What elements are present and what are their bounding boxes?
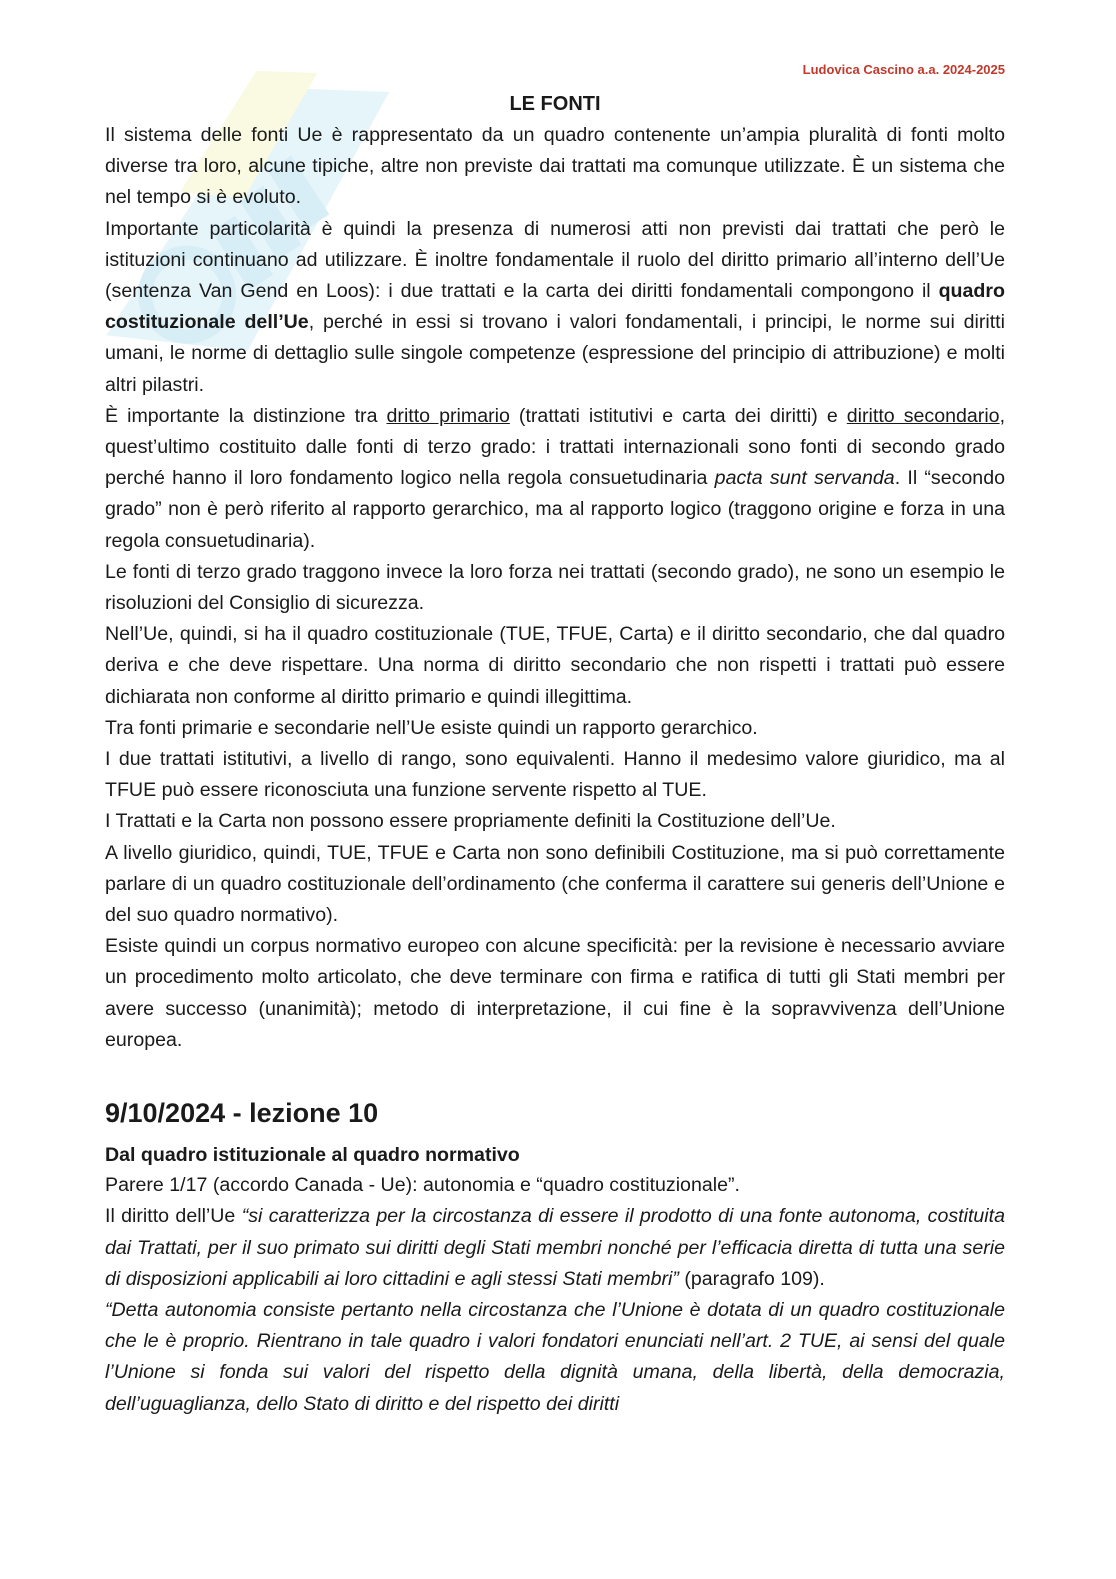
paragraph: Le fonti di terzo grado traggono invece la loro forza nei trattati (secondo grado), ne sono un esempio le risoluzioni del Consiglio di sicurezza. [105,560,1005,615]
paragraph: È importante la distinzione tra dritto primario (trattati istitutivi e carta dei diritti) e diritto secondario, quest’ultimo costituito dalle fonti di terzo grado: i trattati internazionali sono fonti di secondo grado perché hanno il loro fondamento logico nella regola consuetudinaria pacta sunt servanda. Il “secondo grado” non è però riferito al rapporto gerarchico, ma al rapporto logico (traggono origine e forza in una regola consuetudinaria). [105,404,1006,552]
subheading: Dal quadro istituzionale al quadro normativo [105,1144,520,1167]
paragraph: Tra fonti primarie e secondarie nell’Ue esiste quindi un rapporto gerarchico. [105,716,758,739]
paragraph [105,1295,1005,1420]
underlined-term: diritto secondario [846,404,1000,427]
author-header: Ludovica Cascino a.a. 2024-2025 [802,62,1005,77]
paragraph: Il diritto dell’Ue “si caratterizza per la circostanza di essere il prodotto di una fonte autonoma, costituita dai Trattati, per il suo primato sui diritti degli Stati membri nonché per l’efficacia diretta di tutta una serie di disposizioni applicabili ai loro cittadini e agli stessi Stati membri” (paragrafo 109). [105,1205,1005,1290]
paragraph: Esiste quindi un corpus normativo europeo con alcune specificità: per la revisione è necessario avviare un procedimento molto articolato, che deve terminare con firma e ratifica di tutti gli Stati membri per avere successo (unanimità); metodo di interpretazione, il cui fine è la sopravvivenza dell’Unione europea. [105,935,1005,1051]
paragraph: A livello giuridico, quindi, TUE, TFUE e Carta non sono definibili Costituzione, ma si può correttamente parlare di un quadro costituzionale dell’ordinamento (che conferma il carattere sui generis dell’Unione e del suo quadro normativo). [105,841,1005,927]
italic-quote: “si caratterizza per la circostanza di essere il prodotto di una fonte autonoma, costituita dai Trattati, per il suo primato sui diritti degli Stati membri nonché per l’efficacia diretta di tutta una serie di disposizioni applicabili ai loro cittadini e agli stessi Stati membri” [105,1205,1005,1290]
underlined-term: dritto primario [386,404,510,427]
paragraph: I due trattati istitutivi, a livello di rango, sono equivalenti. Hanno il medesimo valore giuridico, ma al TFUE può essere riconosciuta una funzione servente rispetto al TUE. [105,748,1005,802]
paragraph: I Trattati e la Carta non possono essere propriamente definiti la Costituzione dell’Ue. [105,810,836,833]
italic-quote: “Detta autonomia consiste pertanto nella circostanza che l’Unione è dotata di un quadro costituzionale che le è proprio. Rientrano in tale quadro i valori fondatori enunciati nell’art. 2 TUE, ai sensi del quale l’Unione si fonda sui valori del rispetto della dignità umana, della libertà, della democrazia, dell’uguaglianza, dello Stato di diritto e del rispetto dei diritti [105,1298,1005,1415]
bold-term: quadro costituzionale dell’Ue [105,280,1005,334]
italic-term: pacta sunt servanda [714,467,895,490]
paragraph: Importante particolarità è quindi la presenza di numerosi atti non previsti dai trattati che però le istituzioni continuano ad utilizzare. È inoltre fondamentale il ruolo del diritto primario all’interno dell’Ue (sentenza Van Gend en Loos): i due trattati e la carta dei diritti fondamentali compongono il quadro costituzionale dell’Ue, perché in essi si trovano i valori fondamentali, i principi, le norme sui diritti umani, le norme di dettaglio sulle singole competenze (espressione del principio di attribuzione) e molti altri pilastri. [105,217,1005,396]
paragraph: Il sistema delle fonti Ue è rappresentato da un quadro contenente un’ampia pluralità di fonti molto diverse tra loro, alcune tipiche, altre non previste dai trattati ma comunque utilizzate. È un sistema che nel tempo si è evoluto. [105,124,1005,209]
paragraph: Parere 1/17 (accordo Canada - Ue): autonomia e “quadro costituzionale”. [105,1174,740,1197]
section-title: LE FONTI [509,93,601,115]
document-page [105,62,1005,1420]
lesson-heading: 9/10/2024 - lezione 10 [105,1098,379,1129]
paragraph: Nell’Ue, quindi, si ha il quadro costituzionale (TUE, TFUE, Carta) e il diritto secondario, che dal quadro deriva e che deve rispettare. Una norma di diritto secondario che non rispetti i trattati può essere dichiarata non conforme al diritto primario e quindi illegittima. [105,623,1005,708]
